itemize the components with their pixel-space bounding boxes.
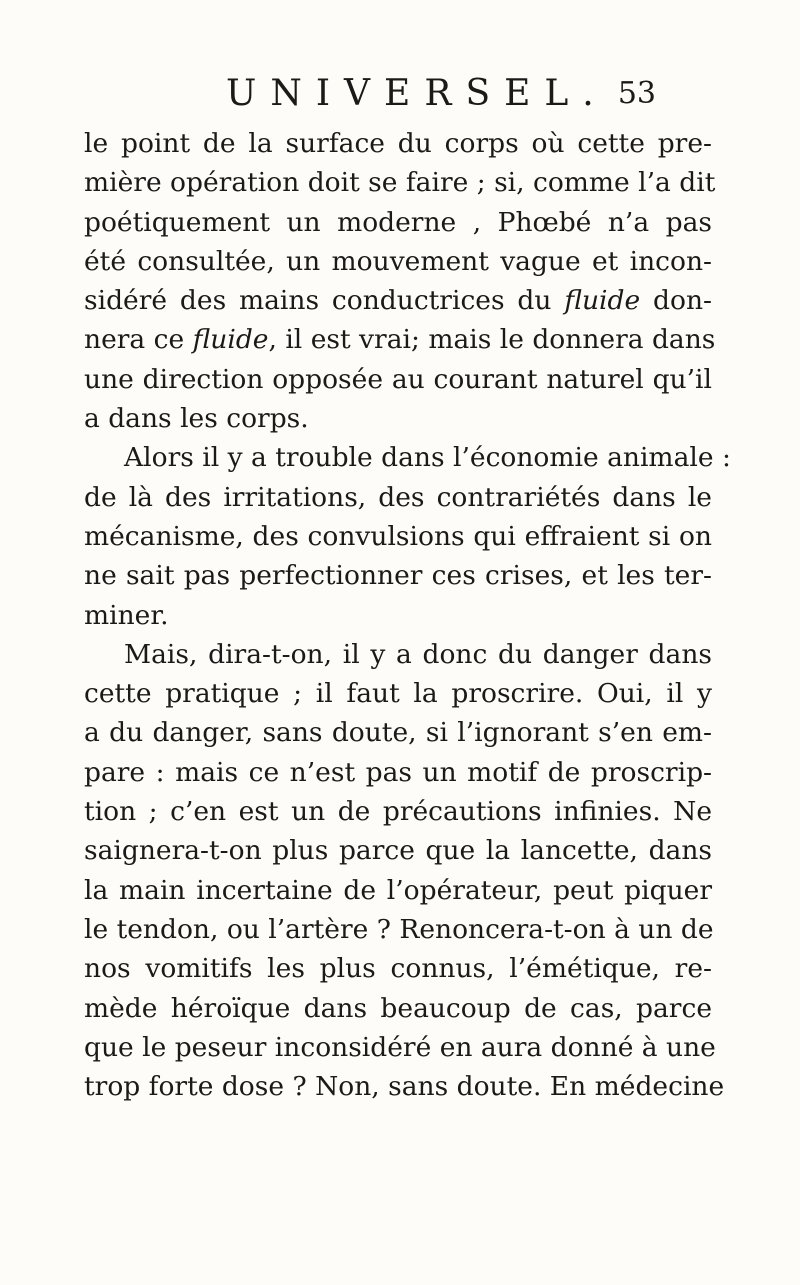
text-line: mède héroïque dans beaucoup de cas, parce [84,992,712,1024]
italic-word: fluide [192,324,269,356]
text-line: la main incertaine de l’opérateur, peut piquer [84,874,712,906]
page-number: 53 [617,76,656,111]
text-line: poétiquement un moderne , Phœbé n’a pas [84,206,712,238]
text-line: nos vomitifs les plus connus, l’émétique, re- [84,953,712,985]
text-line: a du danger, sans doute, si l’ignorant s’en em- [84,717,712,749]
page-header [226,72,656,116]
body-text [84,124,731,1106]
italic-word: fluide [564,285,641,317]
text-line: une direction opposée au courant naturel qu’il [84,363,712,395]
text-line: de là des irritations, des contrariétés dans le [84,481,712,513]
text-line: cette pratique ; il faut la proscrire. Oui, il y [84,678,712,710]
text-line: tion ; c’en est un de précautions infinies. Ne [84,796,712,828]
text-line: miner. [84,599,169,631]
paragraph-start-line: Alors il y a trouble dans l’économie animale : [124,442,731,474]
text-line: été consultée, un mouvement vague et incon- [84,245,712,277]
text-line: a dans les corps. [84,403,309,435]
text-line: nera ce fluide, il est vrai; mais le donnera dans [84,324,716,356]
text-line: ne sait pas perfectionner ces crises, et les ter- [84,560,712,592]
text-line: le point de la surface du corps où cette pre- [84,128,712,159]
text-line: mécanisme, des convulsions qui effraient si on [84,520,712,552]
text-line: trop forte dose ? Non, sans doute. En médecine [84,1071,725,1103]
text-line: pare : mais ce n’est pas un motif de proscrip- [84,756,712,788]
running-title: UNIVERSEL. [226,73,608,114]
text-line: que le peseur inconsidéré en aura donné à une [84,1031,716,1063]
text-line: sidéré des mains conductrices du fluide don- [84,285,712,317]
paragraph-start-line: Mais, dira-t-on, il y a donc du danger dans [124,638,712,670]
text-line: mière opération doit se faire ; si, comme l’a dit [84,167,716,199]
text-line: le tendon, ou l’artère ? Renoncera-t-on à un de [84,913,714,945]
text-line: saignera-t-on plus parce que la lancette, dans [84,835,712,867]
